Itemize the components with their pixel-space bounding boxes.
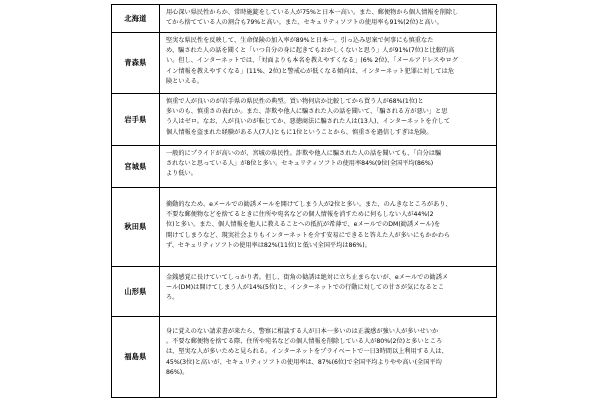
description-line: 開けてしまうなど、現実社会よりもインターネットを介す安易にできると答えた人が多いにもかかわら: [166, 231, 451, 239]
description-line: てから捨てている人の割合も79%と高い。また、セキュリティソフトの使用率も91%(2位)と高い。: [166, 19, 443, 27]
description-line: 。不要な郵便物を捨てる際、住所や宛名などの個人情報を削除している人が80%(2位)と多いところ: [166, 338, 443, 346]
description-line: 一般的にプライドが高いのが、宮城の県民性。詐欺や他人に騙された人の話を聞いても、「自分は騙: [166, 150, 442, 157]
prefecture-description: [160, 317, 496, 397]
prefecture-description: [160, 94, 496, 145]
description-line: 86%)。: [166, 368, 189, 376]
prefecture-description: [160, 188, 496, 266]
description-line: う人はゼロ。なお、人が良いのが転じてか、悪徳商法に騙された人は(13人)、インターネットを介して: [166, 118, 451, 126]
description-line: ず、セキュリティソフトの使用率は82%(11位)と低い(全国平均は86%)。: [166, 241, 371, 249]
description-line: 個人情報を盗まれた経験がある人(7人)ともに1位ということから、慎重さを過信しすぎは危険。: [166, 128, 433, 136]
table-row: [112, 94, 496, 146]
prefecture-description: [160, 146, 496, 187]
prefecture-table: [111, 4, 497, 398]
description-line: ろ。: [166, 294, 179, 302]
description-line: 用心深い県民性からか、常時施錠をしている人が75%と日本一高い。また、郵便物から個人情報を削除し: [166, 9, 459, 16]
description-line: 不要な郵便物などを捨てるときに住所や宛名などの個人情報を消すために何もしない人が44%(2: [166, 211, 434, 219]
description-line: 慎重で人が良いのが岩手県の県民性の典型。買い物何店か比較してから買う人が68%(1位)と: [166, 98, 424, 105]
table-row: [112, 5, 496, 33]
description-line: 衝動的なため、eメールでの勧誘メールを開けてしまう人が2位と多い。また、のんきなところがあり、: [166, 201, 452, 208]
prefecture-name: 秋田県: [112, 188, 160, 266]
table-row: [112, 317, 496, 397]
description-line: 険といえる。: [166, 77, 204, 85]
table-row: [112, 267, 496, 317]
prefecture-name: 宮城県: [112, 146, 160, 187]
description-line: イン情報を教えやすくなる」(11%、2位)と警戒心が低くなる傾向は、インターネット犯罪に対しては危: [166, 67, 455, 75]
prefecture-name: 福島県: [112, 317, 160, 397]
description-line: ール(DM)は開けてしまう人が14%(5位)と、インターネットでの行動に対しての甘さが気になるとこ: [166, 284, 445, 292]
description-line: 45%(3位)と高いが、セキュリティソフトの使用率は、87%(6位)で全国平均よりやや高い(全国平均: [166, 358, 442, 366]
prefecture-description: [160, 267, 496, 316]
table-row: [112, 33, 496, 94]
description-line: より低い。: [166, 170, 197, 178]
description-line: 堅実な県民性を反映して、生命保険の加入率が89%と日本一。引っ込み思案で何事にも慎重なた: [166, 37, 434, 44]
description-line: 位)と多い。また、個人情報を他人に教えることへの抵抗が希薄で、eメールでのDM(勧誘メール)を: [166, 221, 441, 229]
prefecture-name: 岩手県: [112, 94, 160, 145]
prefecture-name: 山形県: [112, 267, 160, 316]
description-line: い。但し、インターネットでは、「対面よりも本名を教えやすくなる」(6% 2位)、「メールアドレスやログ: [166, 57, 458, 65]
description-line: 多いのも、慎重さの表れか。また、詐欺や他人に騙された人の話を聞いて、「騙される方が悪い」と思: [166, 108, 448, 116]
prefecture-description: [160, 5, 496, 32]
description-line: 身に覚えのない請求書が来たら、警察に相談する人が日本一多いのは正義感が強い人が多いせいか: [166, 328, 439, 335]
description-line: されないと思っている人」が8位と多い。セキュリティソフトの使用率84%(9位(全国平均(86%): [166, 160, 434, 168]
prefecture-name: 青森県: [112, 33, 160, 93]
table-row: [112, 146, 496, 188]
table-row: [112, 188, 496, 267]
prefecture-description: [160, 33, 496, 93]
description-line: は、堅実な人が多いためと見られる。インターネットをプライベートで一日3時間以上利用する人は、: [166, 348, 448, 356]
description-line: め、騙された人の話を聞くと「いつ自分の身に起きてもおかしくないと思う」人が91%(7位)と比較的高: [166, 47, 455, 55]
description-line: 金銭感覚に長けていてしっかり者。但し、街角の勧誘は絶対に立ち止まらないが、eメールでの勧誘メ: [166, 274, 449, 281]
prefecture-name: 北海道: [112, 5, 160, 32]
